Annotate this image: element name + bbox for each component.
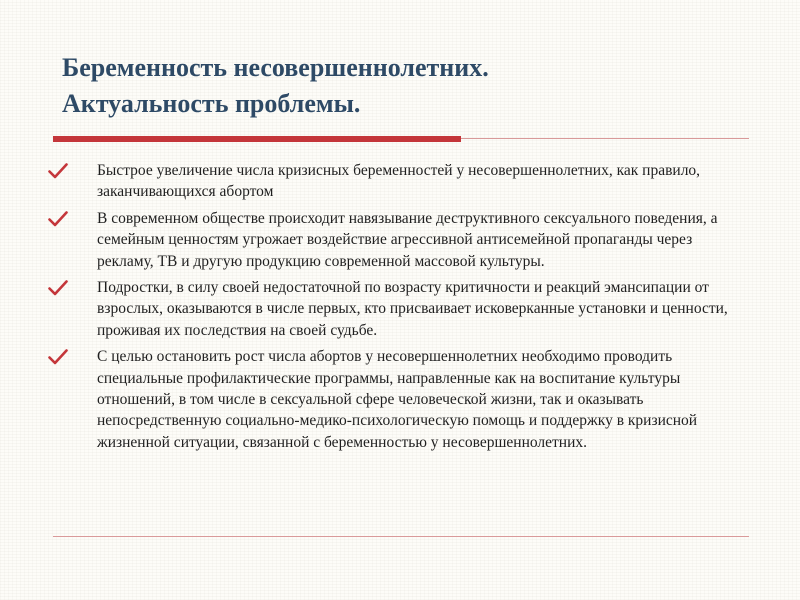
bullet-text: Быстрое увеличение числа кризисных беременностей у несовершеннолетних, как правило, заканчивающихся абортом bbox=[97, 162, 701, 201]
bottom-divider bbox=[53, 536, 749, 537]
title-line-1: Беременность несовершеннолетних. bbox=[62, 53, 489, 82]
bullet-text: Подростки, в силу своей недостаточной по возрасту критичности и реакций эмансипации от взрослых, оказываются в числе первых, кто присваивает исковерканные установки и ценности, проживая их последствия на своей судьбе. bbox=[97, 279, 728, 339]
title-line-2: Актуальность проблемы. bbox=[62, 89, 361, 118]
bullet-text: С целью остановить рост числа абортов у несовершеннолетних необходимо проводить специальные профилактические программы, направленные как на воспитание культуры отношений, в том числе в сексуальной сфере человеческой жизни, так и оказывать непосредственную социально-медико-психологическую помощь и поддержку в кризисной жизненной ситуации, связанной с беременностью у несовершеннолетних. bbox=[97, 348, 698, 451]
bullet-item-3 bbox=[48, 277, 748, 341]
checkmark-icon bbox=[48, 349, 68, 365]
bullet-item-4 bbox=[48, 346, 748, 453]
title-underline-thin bbox=[461, 138, 749, 139]
title-underline-accent bbox=[53, 136, 461, 142]
slide-title bbox=[62, 50, 762, 122]
checkmark-icon bbox=[48, 280, 68, 296]
bullet-item-1 bbox=[48, 160, 748, 203]
bullet-text: В современном обществе происходит навязывание деструктивного сексуального поведения, а семейным ценностям угрожает воздействие агрессивной антисемейной пропаганды через рекламу, ТВ и другую продукцию современной массовой культуры. bbox=[97, 209, 718, 270]
checkmark-icon bbox=[48, 163, 68, 179]
bullet-list bbox=[48, 160, 748, 458]
checkmark-icon bbox=[48, 211, 68, 227]
bullet-item-2 bbox=[48, 208, 748, 272]
